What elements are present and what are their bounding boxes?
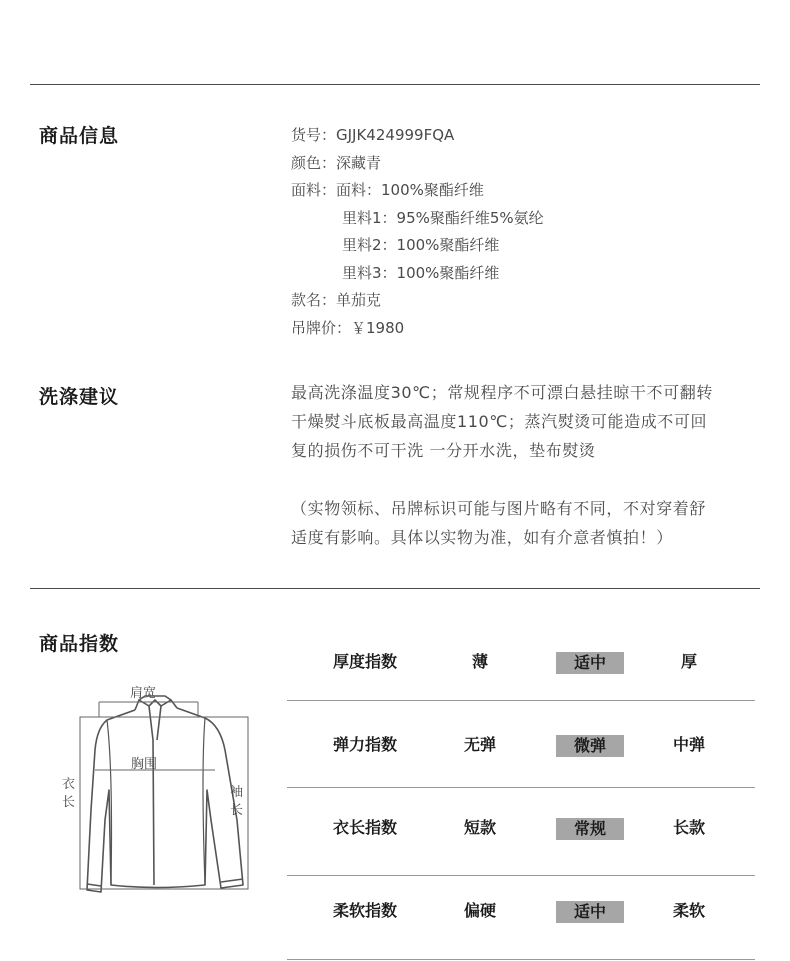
wash-note: [291, 494, 751, 552]
note-line: 适度有影响。具体以实物为准，如有介意者慎拍！）: [291, 528, 673, 547]
wash-line: 复的损伤不可干洗 一分开水洗，垫布熨烫: [291, 441, 596, 460]
selected-highlight: 微弹: [556, 735, 624, 757]
elasticity-index-row: [287, 703, 755, 787]
middle-divider: [30, 588, 760, 589]
lining1-line: 里料1：95%聚酯纤维5%氨纶: [342, 208, 544, 227]
selected-highlight: 适中: [556, 652, 624, 674]
selected-highlight: 适中: [556, 901, 624, 923]
index-label: 衣长指数: [332, 818, 397, 837]
index-divider: [287, 959, 755, 960]
wash-line: 干燥熨斗底板最高温度110℃；蒸汽熨烫可能造成不可回: [291, 412, 708, 431]
lining3-line: 里料3：100%聚酯纤维: [342, 263, 500, 282]
jacket-outline-icon: [87, 696, 243, 892]
index-option: 偏硬: [463, 901, 496, 920]
index-option-selected: [555, 869, 625, 953]
index-label: 弹力指数: [332, 735, 397, 754]
index-option-selected: [555, 703, 625, 787]
price-line: 吊牌价：￥1980: [291, 318, 405, 337]
wash-title: 洗涤建议: [39, 386, 120, 408]
index-option-selected: [555, 786, 625, 870]
lining2-line: 里料2：100%聚酯纤维: [342, 236, 500, 254]
index-option: 厚: [680, 652, 697, 671]
selected-highlight: 常规: [556, 818, 624, 840]
product-info-title: 商品信息: [39, 125, 120, 147]
shoulder-label: 肩宽: [130, 686, 157, 701]
index-option: 长款: [672, 818, 705, 837]
wash-line: 最高洗涤温度30℃；常规程序不可漂白悬挂晾干不可翻转: [291, 383, 713, 402]
wash-instructions: [291, 378, 751, 465]
index-title: 商品指数: [39, 633, 120, 655]
measure-lines: [80, 702, 248, 889]
thickness-index-row: [287, 620, 755, 704]
index-option: 中弹: [672, 735, 705, 754]
length-label: 长: [62, 795, 76, 810]
length-label: 衣: [62, 777, 76, 792]
sleeve-label: 长: [230, 803, 244, 818]
chest-label: 胸围: [131, 757, 158, 772]
garment-measurement-diagram: [55, 680, 265, 910]
top-divider: [30, 84, 760, 85]
color-line: 颜色：深藏青: [291, 153, 382, 172]
softness-index-row: [287, 869, 755, 953]
sku-line: 货号：GJJK424999FQA: [291, 126, 455, 144]
fabric-line: 面料：面料：100%聚酯纤维: [291, 181, 484, 199]
length-index-row: [287, 786, 755, 870]
index-label: 柔软指数: [332, 901, 397, 920]
index-option: 短款: [463, 818, 496, 837]
index-option-selected: [555, 620, 625, 704]
index-label: 厚度指数: [332, 652, 397, 671]
index-option: 薄: [471, 652, 488, 671]
index-divider: [287, 700, 755, 701]
style-line: 款名：单茄克: [291, 291, 382, 309]
index-option: 无弹: [463, 735, 496, 754]
sleeve-label: 袖: [230, 785, 244, 800]
note-line: （实物领标、吊牌标识可能与图片略有不同，不对穿着舒: [291, 499, 707, 518]
product-info-list: [291, 122, 544, 342]
index-option: 柔软: [672, 901, 705, 920]
